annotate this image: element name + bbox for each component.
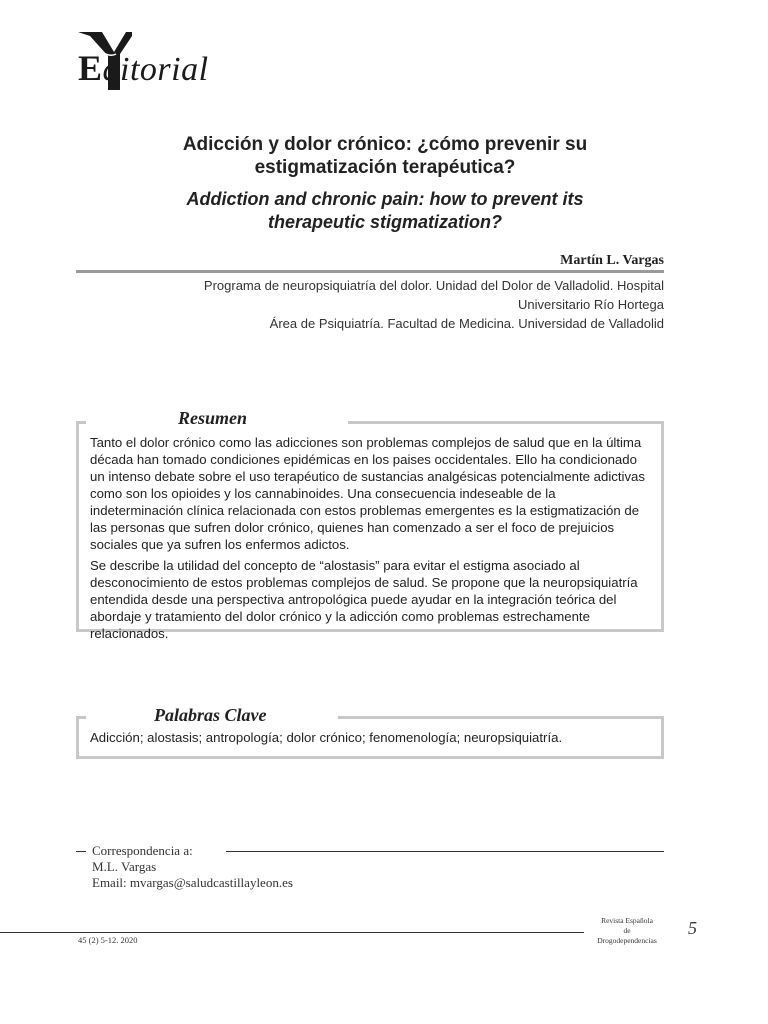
- page-number: 5: [688, 918, 697, 938]
- keywords-heading: Palabras Clave: [86, 704, 338, 726]
- title-english: Addiction and chronic pain: how to prevent its therapeutic stigmatization?: [186, 189, 584, 232]
- author-name: Martín L. Vargas: [560, 253, 664, 268]
- correspondence-heading: Correspondencia a:: [92, 843, 193, 858]
- section-title: Editorial: [78, 48, 209, 88]
- abstract-heading: Resumen: [86, 407, 348, 429]
- keywords-text: Adicción; alostasis; antropología; dolor crónico; fenomenología; neuropsiquiatría.: [90, 730, 563, 745]
- affiliation-line: Programa de neuropsiquiatría del dolor. Unidad del Dolor de Valladolid. Hospital: [203, 278, 664, 293]
- correspondence-email: Email: mvargas@saludcastillayleon.es: [92, 875, 293, 890]
- journal-name: Revista Española de Drogodependencias: [597, 916, 657, 945]
- footer-divider: [0, 932, 584, 933]
- author-divider: [76, 270, 664, 273]
- correspondence-divider: [226, 851, 664, 852]
- affiliation-line: Universitario Río Hortega: [518, 297, 664, 312]
- title-spanish: Adicción y dolor crónico: ¿cómo prevenir su estigmatización terapéutica?: [182, 134, 588, 178]
- abstract-paragraph: Se describe la utilidad del concepto de “alostasis” para evitar el estigma asociado al desconocimiento de estos problemas complejos de salud. Se propone que la neuropsiquiatría entendida desde una perspectiva antropológica puede ayudar en la integración teórica del abordaje y tratamiento del dolor crónico y la adicción como problemas estrechamente relacionados.: [90, 558, 638, 641]
- issue-info: 45 (2) 5-12. 2020: [78, 935, 138, 945]
- affiliation-line: Área de Psiquiatría. Facultad de Medicina. Universidad de Valladolid: [269, 316, 664, 331]
- abstract-paragraph: Tanto el dolor crónico como las adicciones son problemas complejos de salud que en la última década han tomado condiciones epidémicas en los paises occidentales. Ello ha condicionado un intenso debate sobre el uso terapéutico de sustancias analgésicas potencialmente adictivas como son los opioides y los cannabinoides. Una consecuencia indeseable de la indeterminación clínica relacionada con estos problemas emergentes es la estigmatización de las personas que sufren dolor crónico, quienes han comenzado a ser el foco de prejuicios sociales que ya sufren los enfermos adictos.: [90, 435, 645, 552]
- correspondence-dash: [76, 851, 86, 852]
- correspondence-name: M.L. Vargas: [92, 859, 157, 874]
